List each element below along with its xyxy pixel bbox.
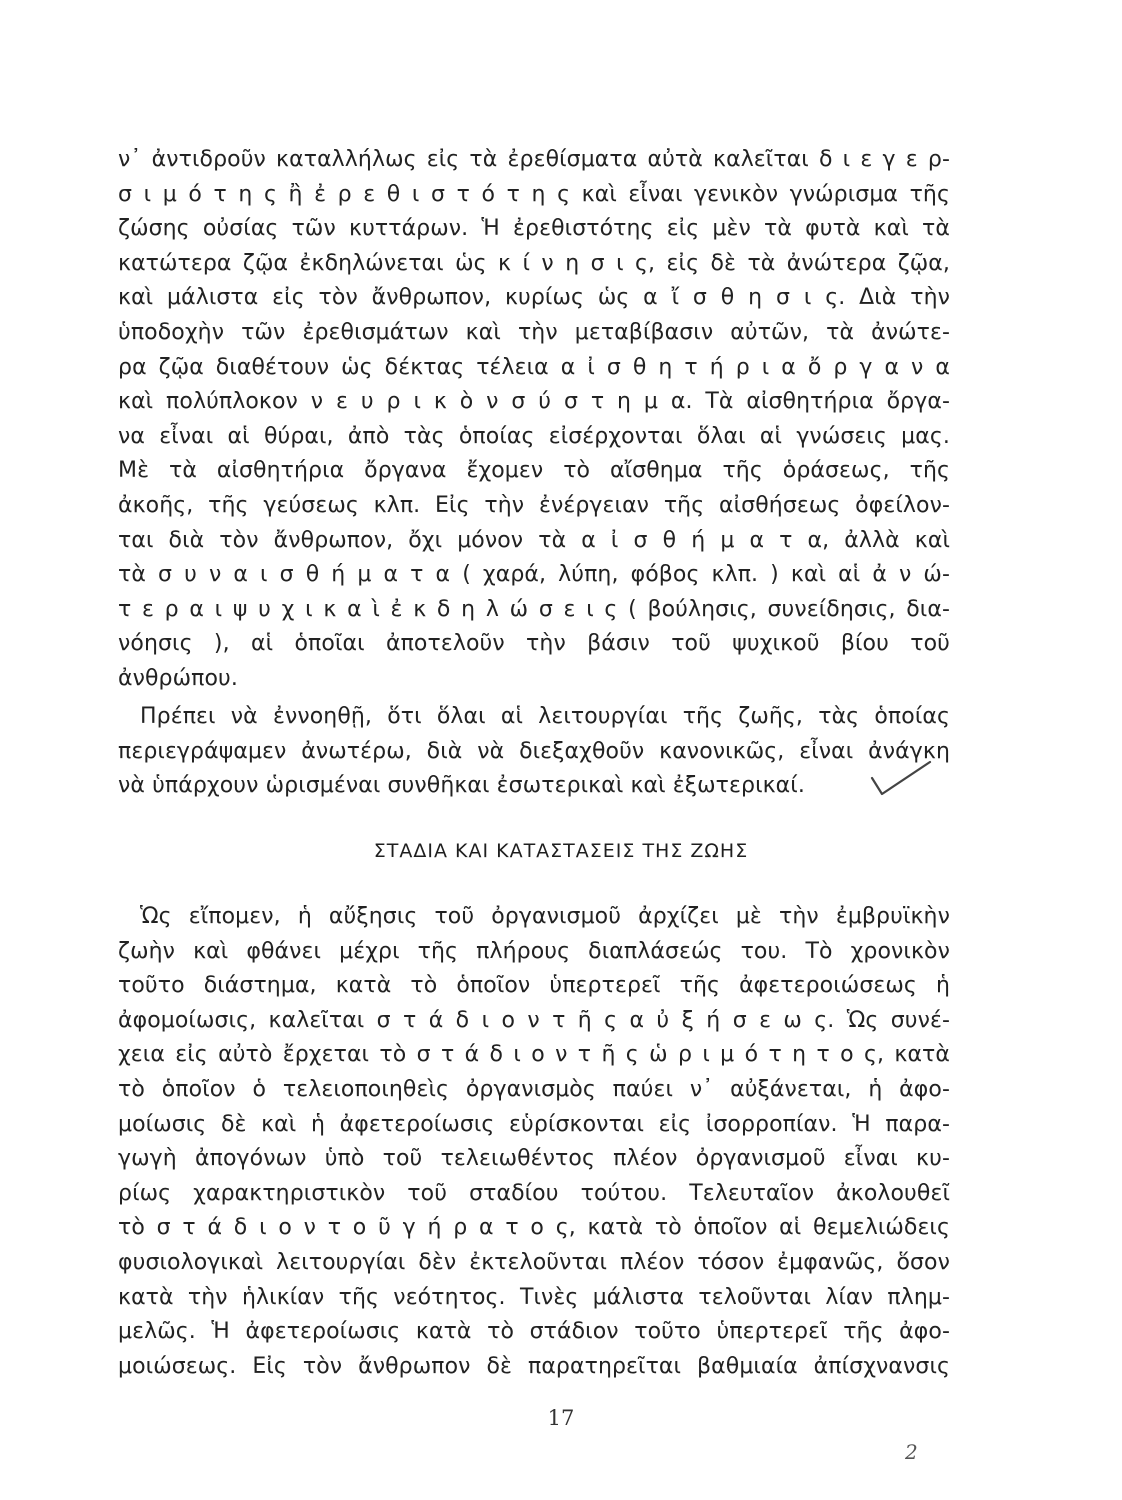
text-line: ρίως χαρακτηριστικὸν τοῦ σταδίου τούτου. Τελευταῖον ἀκολουθεῖ — [118, 1180, 950, 1206]
text-line: κατὰ τὴν ἡλικίαν τῆς νεότητος. Τινὲς μάλιστα τελοῦνται λίαν πλημ- — [118, 1284, 950, 1310]
text-line: καὶ πολύπλοκον ν ε υ ρ ι κ ὸ ν σ ύ σ τ η μ α. Τὰ αἰσθητήρια ὄργα- — [118, 389, 950, 415]
margin-number: 2 — [905, 1440, 918, 1464]
text-line: μοίωσις δὲ καὶ ἡ ἀφετεροίωσις εὑρίσκονται εἰς ἰσορροπίαν. Ἡ παρα- — [118, 1111, 950, 1137]
page-number: 17 — [547, 1406, 575, 1430]
section-heading: ΣΤΑΔΙΑ ΚΑΙ ΚΑΤΑΣΤΑΣΕΙΣ ΤΗΣ ΖΩΗΣ — [373, 840, 749, 862]
text-line: ζωὴν καὶ φθάνει μέχρι τῆς πλήρους διαπλάσεώς του. Τὸ χρονικὸν — [118, 938, 950, 964]
text-line: γωγὴ ἀπογόνων ὑπὸ τοῦ τελειωθέντος πλέον ὀργανισμοῦ εἶναι κυ- — [118, 1146, 950, 1172]
text-line: τοῦτο διάστημα, κατὰ τὸ ὁποῖον ὑπερτερεῖ τῆς ἀφετεροιώσεως ἡ — [118, 973, 950, 999]
text-line: ζώσης οὐσίας τῶν κυττάρων. Ἡ ἐρεθιστότης εἰς μὲν τὰ φυτὰ καὶ τὰ — [118, 216, 950, 242]
text-line: νὰ ὑπάρχουν ὡρισμέναι συνθῆκαι ἐσωτερικαὶ καὶ ἐξωτερικαί. — [118, 773, 805, 799]
text-line: φυσιολογικαὶ λειτουργίαι δὲν ἐκτελοῦνται πλέον τόσον ἐμφανῶς, ὅσον — [118, 1250, 950, 1275]
text-line: τὸ σ τ ά δ ι ο ν τ ο ῦ γ ή ρ α τ ο ς, κατὰ τὸ ὁποῖον αἱ θεμελιώδεις — [118, 1215, 950, 1241]
handwritten-checkmark — [868, 760, 938, 800]
text-line: σ ι μ ό τ η ς ἢ ἐ ρ ε θ ι σ τ ό τ η ς καὶ εἶναι γενικὸν γνώρισμα τῆς — [118, 181, 950, 207]
text-line: μοιώσεως. Εἰς τὸν ἄνθρωπον δὲ παρατηρεῖται βαθμιαία ἀπίσχνανσις — [118, 1353, 950, 1379]
text-line: ἀκοῆς, τῆς γεύσεως κλπ. Εἰς τὴν ἐνέργειαν τῆς αἰσθήσεως ὀφείλον- — [118, 493, 950, 518]
text-line: τὸ ὁποῖον ὁ τελειοποιηθεὶς ὀργανισμὸς παύει ν᾽ αὐξάνεται, ἡ ἀφο- — [118, 1077, 950, 1102]
text-line: χεια εἰς αὐτὸ ἔρχεται τὸ σ τ ά δ ι ο ν τ ῆ ς ὡ ρ ι μ ό τ η τ ο ς, κατὰ — [118, 1042, 950, 1068]
text-line: Ὡς εἴπομεν, ἡ αὔξησις τοῦ ὀργανισμοῦ ἀρχίζει μὲ τὴν ἐμβρυϊκὴν — [140, 904, 950, 929]
text-line: ἀνθρώπου. — [118, 666, 238, 691]
text-line: Πρέπει νὰ ἐννοηθῇ, ὅτι ὅλαι αἱ λειτουργίαι τῆς ζωῆς, τὰς ὁποίας — [140, 704, 950, 729]
text-line: καὶ μάλιστα εἰς τὸν ἄνθρωπον, κυρίως ὡς α ἴ σ θ η σ ι ς. Διὰ τὴν — [118, 285, 950, 311]
text-line: τ ε ρ α ι ψ υ χ ι κ α ὶ ἐ κ δ η λ ώ σ ε ι ς ( βούλησις, συνείδησις, δια- — [118, 596, 950, 622]
text-line: ἀφομοίωσις, καλεῖται σ τ ά δ ι ο ν τ ῆ ς α ὐ ξ ή σ ε ω ς. Ὡς συνέ- — [118, 1007, 950, 1033]
text-line: ν᾽ ἀντιδροῦν καταλλήλως εἰς τὰ ἐρεθίσματα αὐτὰ καλεῖται δ ι ε γ ε ρ- — [118, 147, 950, 172]
text-line: ρα ζῷα διαθέτουν ὡς δέκτας τέλεια α ἰ σ θ η τ ή ρ ι α ὄ ρ γ α ν α — [118, 354, 950, 380]
text-line: τὰ σ υ ν α ι σ θ ή μ α τ α ( χαρά, λύπη, φόβος κλπ. ) καὶ αἱ ἀ ν ώ- — [118, 562, 950, 588]
text-line: μελῶς. Ἡ ἀφετεροίωσις κατὰ τὸ στάδιον τοῦτο ὑπερτερεῖ τῆς ἀφο- — [118, 1319, 950, 1345]
text-line: ὑποδοχὴν τῶν ἐρεθισμάτων καὶ τὴν μεταβίβασιν αὐτῶν, τὰ ἀνώτε- — [118, 320, 950, 345]
text-line: νόησις ), αἱ ὁποῖαι ἀποτελοῦν τὴν βάσιν τοῦ ψυχικοῦ βίου τοῦ — [118, 631, 950, 657]
text-line: περιεγράψαμεν ἀνωτέρω, διὰ νὰ διεξαχθοῦν κανονικῶς, εἶναι ἀνάγκη — [118, 738, 950, 764]
text-line: κατώτερα ζῷα ἐκδηλώνεται ὡς κ ί ν η σ ι ς, εἰς δὲ τὰ ἀνώτερα ζῷα, — [118, 250, 950, 276]
text-line: Μὲ τὰ αἰσθητήρια ὄργανα ἔχομεν τὸ αἴσθημα τῆς ὁράσεως, τῆς — [118, 458, 950, 484]
text-line: να εἶναι αἱ θύραι, ἀπὸ τὰς ὁποίας εἰσέρχονται ὅλαι αἱ γνώσεις μας. — [118, 423, 950, 449]
text-line: ται διὰ τὸν ἄνθρωπον, ὄχι μόνον τὰ α ἰ σ θ ή μ α τ α, ἀλλὰ καὶ — [118, 527, 950, 553]
